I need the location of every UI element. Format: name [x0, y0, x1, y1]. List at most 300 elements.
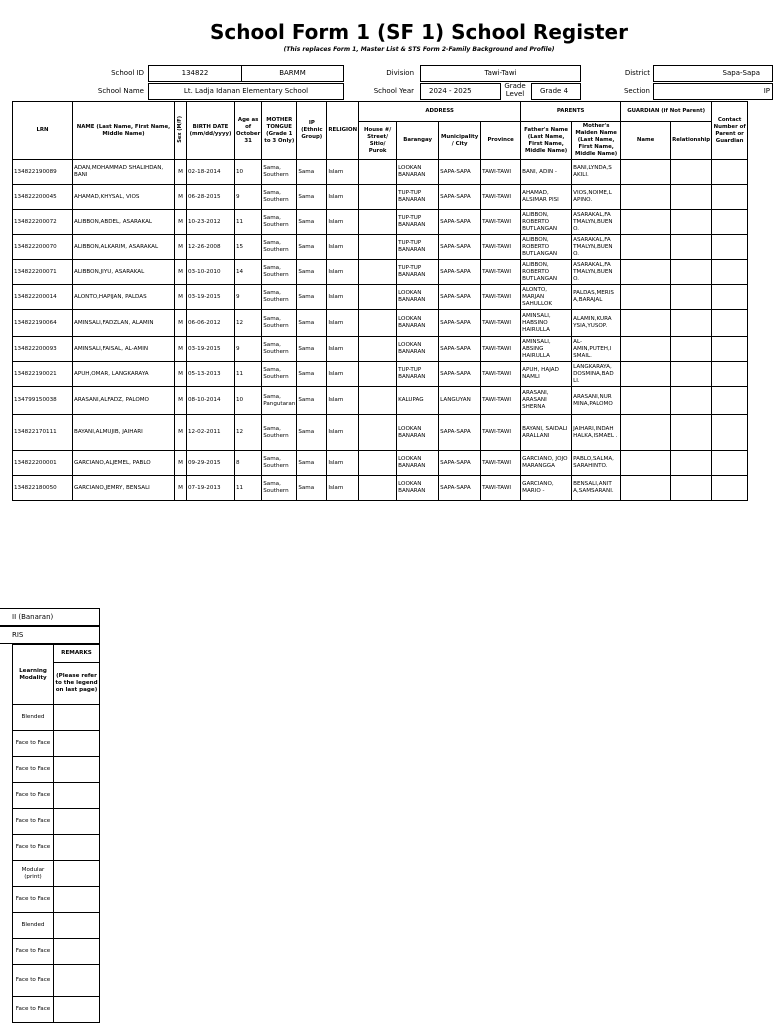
age-cell: 12 — [235, 310, 262, 337]
name-cell: AHAMAD,KHYSAL, VIOS — [73, 185, 175, 210]
remarks-cell — [54, 965, 100, 997]
barangay-cell: LOOKAN BANARAN — [397, 415, 439, 451]
col-guardian: GUARDIAN (if Not Parent) — [621, 102, 712, 122]
side-table — [12, 644, 100, 1023]
col-religion: RELIGION — [327, 102, 359, 160]
remarks-cell — [54, 731, 100, 757]
lrn-cell: 134822190064 — [13, 310, 73, 337]
father-cell: GARCIANO, MARIO - — [521, 476, 572, 501]
relationship-cell — [671, 476, 712, 501]
name-cell: ARASANI,ALFADZ, PALOMO — [73, 387, 175, 415]
contact-cell — [712, 235, 748, 260]
contact-cell — [712, 362, 748, 387]
contact-cell — [712, 210, 748, 235]
barangay-cell: LOOKAN BANARAN — [397, 285, 439, 310]
table-row[interactable] — [13, 451, 748, 476]
learning-modality-cell: Face to Face — [13, 939, 54, 965]
municipality-cell: SAPA-SAPA — [439, 415, 481, 451]
form-title: School Form 1 (SF 1) School Register — [210, 20, 628, 44]
remarks-cell — [54, 757, 100, 783]
house-cell — [359, 235, 397, 260]
col-contact: Contact Number of Parent or Guardian — [712, 102, 748, 160]
modality-row — [13, 861, 100, 887]
guardian-name-cell — [621, 185, 671, 210]
father-cell: BAYANI, SAIDALI ARALLANI — [521, 415, 572, 451]
barangay-cell: TUP-TUP BANARAN — [397, 185, 439, 210]
father-cell: ALIBBON, ROBERTO BUTLANGAN — [521, 235, 572, 260]
mother-tongue-cell: Sama, Southern — [262, 451, 297, 476]
lrn-cell: 134822200001 — [13, 451, 73, 476]
school-id-label: School ID — [111, 69, 144, 77]
birth-date-cell: 03-19-2015 — [187, 285, 235, 310]
table-row[interactable] — [13, 387, 748, 415]
region-field[interactable]: BARMM — [241, 65, 344, 82]
province-cell: TAWI-TAWI — [481, 362, 521, 387]
mother-tongue-cell: Sama, Southern — [262, 210, 297, 235]
remarks-cell — [54, 939, 100, 965]
table-row[interactable] — [13, 476, 748, 501]
remarks-cell — [54, 861, 100, 887]
lrn-cell: 134799150038 — [13, 387, 73, 415]
province-cell: TAWI-TAWI — [481, 387, 521, 415]
barangay-cell: LOOKAN BANARAN — [397, 337, 439, 362]
province-cell: TAWI-TAWI — [481, 235, 521, 260]
learning-modality-cell: Face to Face — [13, 835, 54, 861]
barangay-cell: LOOKAN BANARAN — [397, 160, 439, 185]
barangay-cell: TUP-TUP BANARAN — [397, 210, 439, 235]
father-cell: APUH, HAJAD NAMLI — [521, 362, 572, 387]
contact-cell — [712, 185, 748, 210]
mother-tongue-cell: Sama, Southern — [262, 235, 297, 260]
sex-cell: M — [175, 337, 187, 362]
municipality-cell: SAPA-SAPA — [439, 160, 481, 185]
guardian-name-cell — [621, 476, 671, 501]
ip-cell: Sama — [297, 235, 327, 260]
district-label: District — [624, 69, 650, 77]
division-field[interactable]: Tawi-Tawi — [420, 65, 581, 82]
col-age: Age as of October 31 — [235, 102, 262, 160]
municipality-cell: SAPA-SAPA — [439, 185, 481, 210]
contact-cell — [712, 285, 748, 310]
grade-level-label: Grade Level — [504, 82, 526, 98]
col-lrn: LRN — [13, 102, 73, 160]
table-row[interactable] — [13, 160, 748, 185]
sex-cell: M — [175, 476, 187, 501]
register-table — [12, 101, 748, 501]
municipality-cell: SAPA-SAPA — [439, 476, 481, 501]
remarks-cell — [54, 835, 100, 861]
religion-cell: Islam — [327, 387, 359, 415]
learning-modality-cell: Face to Face — [13, 809, 54, 835]
name-cell: ALIBBON,ABDEL, ASARAKAL — [73, 210, 175, 235]
birth-date-cell: 07-19-2013 — [187, 476, 235, 501]
mother-cell: ASARAKAL,FA TMALYN,BUEN O. — [572, 210, 621, 235]
mother-cell: LANGKARAYA, DOSMINA,BAD LI. — [572, 362, 621, 387]
learning-modality-cell: Modular (print) — [13, 861, 54, 887]
lrn-cell: 134822190021 — [13, 362, 73, 387]
birth-date-cell: 10-23-2012 — [187, 210, 235, 235]
house-cell — [359, 185, 397, 210]
ip-cell: Sama — [297, 415, 327, 451]
sex-cell: M — [175, 260, 187, 285]
religion-cell: Islam — [327, 451, 359, 476]
mother-cell: BANI,LYNDA,S AKILI. — [572, 160, 621, 185]
lrn-cell: 134822180050 — [13, 476, 73, 501]
col-ip: IP (Ethnic Group) — [297, 102, 327, 160]
religion-cell: Islam — [327, 337, 359, 362]
mother-cell: PABLO,SALMA, SARAHINTO. — [572, 451, 621, 476]
ip-cell: Sama — [297, 476, 327, 501]
col-name: NAME (Last Name, First Name, Middle Name) — [73, 102, 175, 160]
name-cell: ALIBBON,JIYU, ASARAKAL — [73, 260, 175, 285]
guardian-name-cell — [621, 285, 671, 310]
father-cell: GARCIANO, JOJO MARANGGA — [521, 451, 572, 476]
father-cell: ALIBBON, ROBERTO BUTLANGAN — [521, 260, 572, 285]
province-cell: TAWI-TAWI — [481, 451, 521, 476]
father-cell: AHAMAD, ALSIMAR PISI — [521, 185, 572, 210]
birth-date-cell: 05-13-2013 — [187, 362, 235, 387]
province-cell: TAWI-TAWI — [481, 310, 521, 337]
municipality-cell: SAPA-SAPA — [439, 337, 481, 362]
modality-row — [13, 705, 100, 731]
col-mother: Mother's Maiden Name (Last Name, First Name, Middle Name) — [572, 122, 621, 160]
sex-cell: M — [175, 451, 187, 476]
birth-date-cell: 03-10-2010 — [187, 260, 235, 285]
table-row[interactable] — [13, 210, 748, 235]
municipality-cell: SAPA-SAPA — [439, 451, 481, 476]
name-cell: AMINSALI,FADZLAN, ALAMIN — [73, 310, 175, 337]
age-cell: 15 — [235, 235, 262, 260]
house-cell — [359, 362, 397, 387]
municipality-cell: LANGUYAN — [439, 387, 481, 415]
sex-cell: M — [175, 210, 187, 235]
remarks-note: (Please refer to the legend on last page) — [54, 663, 100, 705]
age-cell: 14 — [235, 260, 262, 285]
lrn-cell: 134822200045 — [13, 185, 73, 210]
table-row[interactable] — [13, 415, 748, 451]
learning-modality-cell: Face to Face — [13, 887, 54, 913]
table-row[interactable] — [13, 337, 748, 362]
municipality-cell: SAPA-SAPA — [439, 285, 481, 310]
contact-cell — [712, 451, 748, 476]
division-label: Division — [386, 69, 414, 77]
birth-date-cell: 06-06-2012 — [187, 310, 235, 337]
father-cell: AMINSALI, HABSINO HAIRULLA — [521, 310, 572, 337]
table-row[interactable] — [13, 235, 748, 260]
remarks-cell — [54, 705, 100, 731]
mother-cell: JAIHARI,INDAH HALKA,ISMAEL . — [572, 415, 621, 451]
ip-cell: Sama — [297, 285, 327, 310]
contact-cell — [712, 310, 748, 337]
municipality-cell: SAPA-SAPA — [439, 260, 481, 285]
side-row-2: RIS — [0, 626, 100, 644]
col-barangay: Barangay — [397, 122, 439, 160]
religion-cell: Islam — [327, 160, 359, 185]
mother-tongue-cell: Sama, Southern — [262, 260, 297, 285]
birth-date-cell: 02-18-2014 — [187, 160, 235, 185]
ip-cell: Sama — [297, 362, 327, 387]
house-cell — [359, 210, 397, 235]
name-cell: GARCIANO,ALJEMEL, PABLO — [73, 451, 175, 476]
sex-cell: M — [175, 185, 187, 210]
birth-date-cell: 08-10-2014 — [187, 387, 235, 415]
mother-tongue-cell: Sama, Southern — [262, 415, 297, 451]
religion-cell: Islam — [327, 285, 359, 310]
mother-tongue-cell: Sama, Pangutaran — [262, 387, 297, 415]
school-name-field[interactable]: Lt. Ladja Idanan Elementary School — [148, 83, 344, 100]
province-cell: TAWI-TAWI — [481, 185, 521, 210]
modality-row — [13, 809, 100, 835]
father-cell: AMINSALI, ABSING HAIRULLA — [521, 337, 572, 362]
modality-row — [13, 997, 100, 1023]
col-birth-date: BIRTH DATE (mm/dd/yyyy) — [187, 102, 235, 160]
col-address: ADDRESS — [359, 102, 521, 122]
house-cell — [359, 285, 397, 310]
sex-cell: M — [175, 387, 187, 415]
house-cell — [359, 260, 397, 285]
mother-cell: ASARAKAL,FA TMALYN,BUEN O. — [572, 260, 621, 285]
relationship-cell — [671, 235, 712, 260]
ip-cell: Sama — [297, 310, 327, 337]
lrn-cell: 134822200071 — [13, 260, 73, 285]
barangay-cell: KALUPAG — [397, 387, 439, 415]
school-id-field[interactable]: 134822 — [148, 65, 242, 82]
contact-cell — [712, 387, 748, 415]
father-cell: ALIBBON, ROBERTO BUTLANGAN — [521, 210, 572, 235]
ip-cell: Sama — [297, 451, 327, 476]
religion-cell: Islam — [327, 210, 359, 235]
mother-cell: AL-AMIN,PUTEH,I SMAIL. — [572, 337, 621, 362]
ip-cell: Sama — [297, 210, 327, 235]
district-field[interactable]: Sapa-Sapa — [653, 65, 773, 82]
col-house: House #/ Street/ Sitio/ Purok — [359, 122, 397, 160]
side-row-1: II (Banaran) — [0, 608, 100, 626]
sex-cell: M — [175, 310, 187, 337]
guardian-name-cell — [621, 210, 671, 235]
relationship-cell — [671, 210, 712, 235]
name-cell: ALONTO,HAPIJAN, PALDAS — [73, 285, 175, 310]
barangay-cell: LOOKAN BANARAN — [397, 451, 439, 476]
lrn-cell: 134822200093 — [13, 337, 73, 362]
col-father: Father's Name (Last Name, First Name, Middle Name) — [521, 122, 572, 160]
learning-modality-cell: Face to Face — [13, 757, 54, 783]
ip-cell: Sama — [297, 337, 327, 362]
contact-cell — [712, 415, 748, 451]
mother-cell: ALAMIN,KURA YSIA,YUSOP. — [572, 310, 621, 337]
contact-cell — [712, 337, 748, 362]
learning-modality-cell: Face to Face — [13, 965, 54, 997]
mother-cell: ASARAKAL,FA TMALYN,BUEN O. — [572, 235, 621, 260]
guardian-name-cell — [621, 362, 671, 387]
age-cell: 10 — [235, 387, 262, 415]
mother-cell: ARASANI,NUR MINA,PALOMO — [572, 387, 621, 415]
father-cell: BANI, ADIN - — [521, 160, 572, 185]
school-name-label: School Name — [97, 87, 144, 95]
modality-row — [13, 887, 100, 913]
age-cell: 9 — [235, 185, 262, 210]
house-cell — [359, 476, 397, 501]
age-cell: 11 — [235, 476, 262, 501]
province-cell: TAWI-TAWI — [481, 160, 521, 185]
province-cell: TAWI-TAWI — [481, 210, 521, 235]
mother-tongue-cell: Sama, Southern — [262, 362, 297, 387]
age-cell: 11 — [235, 362, 262, 387]
province-cell: TAWI-TAWI — [481, 285, 521, 310]
remarks-cell — [54, 887, 100, 913]
remarks-cell — [54, 809, 100, 835]
guardian-name-cell — [621, 387, 671, 415]
remarks-header: REMARKS — [54, 645, 100, 663]
relationship-cell — [671, 337, 712, 362]
religion-cell: Islam — [327, 235, 359, 260]
religion-cell: Islam — [327, 476, 359, 501]
father-cell: ARASANI, ARASANI SHERNA — [521, 387, 572, 415]
learning-modality-cell: Blended — [13, 705, 54, 731]
birth-date-cell: 06-28-2015 — [187, 185, 235, 210]
age-cell: 11 — [235, 210, 262, 235]
mother-cell: VIOS,NOIME,L APINO. — [572, 185, 621, 210]
religion-cell: Islam — [327, 185, 359, 210]
age-cell: 10 — [235, 160, 262, 185]
modality-row — [13, 731, 100, 757]
guardian-name-cell — [621, 235, 671, 260]
table-row[interactable] — [13, 185, 748, 210]
house-cell — [359, 160, 397, 185]
religion-cell: Islam — [327, 415, 359, 451]
sex-cell: M — [175, 285, 187, 310]
mother-tongue-cell: Sama, Southern — [262, 310, 297, 337]
municipality-cell: SAPA-SAPA — [439, 210, 481, 235]
section-label: Section — [623, 87, 650, 95]
birth-date-cell: 12-02-2011 — [187, 415, 235, 451]
guardian-name-cell — [621, 260, 671, 285]
religion-cell: Islam — [327, 260, 359, 285]
house-cell — [359, 310, 397, 337]
relationship-cell — [671, 260, 712, 285]
learning-modality-cell: Face to Face — [13, 997, 54, 1023]
ip-cell: Sama — [297, 387, 327, 415]
house-cell — [359, 337, 397, 362]
province-cell: TAWI-TAWI — [481, 476, 521, 501]
religion-cell: Islam — [327, 362, 359, 387]
relationship-cell — [671, 285, 712, 310]
sex-cell: M — [175, 362, 187, 387]
father-cell: ALONTO, MARJAN SAHULLOK — [521, 285, 572, 310]
religion-cell: Islam — [327, 310, 359, 337]
house-cell — [359, 415, 397, 451]
birth-date-cell: 12-26-2008 — [187, 235, 235, 260]
name-cell: APUH,OMAR, LANGKARAYA — [73, 362, 175, 387]
modality-row — [13, 939, 100, 965]
col-province: Province — [481, 122, 521, 160]
contact-cell — [712, 476, 748, 501]
barangay-cell: LOOKAN BANARAN — [397, 310, 439, 337]
modality-row — [13, 783, 100, 809]
table-row[interactable] — [13, 310, 748, 337]
mother-tongue-cell: Sama, Southern — [262, 337, 297, 362]
barangay-cell: TUP-TUP BANARAN — [397, 235, 439, 260]
table-row[interactable] — [13, 362, 748, 387]
age-cell: 8 — [235, 451, 262, 476]
col-guardian-name: Name — [621, 122, 671, 160]
name-cell: GARCIANO,JEMRY, BENSALI — [73, 476, 175, 501]
remarks-cell — [54, 913, 100, 939]
age-cell: 12 — [235, 415, 262, 451]
province-cell: TAWI-TAWI — [481, 337, 521, 362]
school-year-label: School Year — [373, 87, 414, 95]
mother-tongue-cell: Sama, Southern — [262, 476, 297, 501]
ip-cell: Sama — [297, 185, 327, 210]
birth-date-cell: 03-19-2015 — [187, 337, 235, 362]
province-cell: TAWI-TAWI — [481, 415, 521, 451]
modality-row — [13, 835, 100, 861]
relationship-cell — [671, 185, 712, 210]
modality-row — [13, 913, 100, 939]
ip-cell: Sama — [297, 160, 327, 185]
remarks-cell — [54, 997, 100, 1023]
age-cell: 9 — [235, 285, 262, 310]
table-row[interactable] — [13, 285, 748, 310]
name-cell: BAYANI,ALMUJIB, JAIHARI — [73, 415, 175, 451]
table-row[interactable] — [13, 260, 748, 285]
learning-modality-cell: Face to Face — [13, 731, 54, 757]
relationship-cell — [671, 160, 712, 185]
lrn-cell: 134822170111 — [13, 415, 73, 451]
col-relationship: Relationship — [671, 122, 712, 160]
grade-level-field[interactable]: Grade 4 — [531, 83, 581, 100]
name-cell: ADAN,MOHAMMAD SHALIHDAN, BANI — [73, 160, 175, 185]
lrn-cell: 134822200072 — [13, 210, 73, 235]
modality-row — [13, 965, 100, 997]
col-parents: PARENTS — [521, 102, 621, 122]
guardian-name-cell — [621, 415, 671, 451]
guardian-name-cell — [621, 160, 671, 185]
sex-cell: M — [175, 415, 187, 451]
age-cell: 9 — [235, 337, 262, 362]
sex-cell: M — [175, 160, 187, 185]
municipality-cell: SAPA-SAPA — [439, 362, 481, 387]
guardian-name-cell — [621, 337, 671, 362]
mother-cell: BENSALI,ANIT A,SAMSARANI. — [572, 476, 621, 501]
guardian-name-cell — [621, 310, 671, 337]
learning-modality-cell: Blended — [13, 913, 54, 939]
relationship-cell — [671, 415, 712, 451]
relationship-cell — [671, 310, 712, 337]
relationship-cell — [671, 387, 712, 415]
mother-cell: PALDAS,MERIS A,BARAJAL — [572, 285, 621, 310]
sex-cell: M — [175, 235, 187, 260]
house-cell — [359, 451, 397, 476]
mother-tongue-cell: Sama, Southern — [262, 285, 297, 310]
col-municipality: Municipality / City — [439, 122, 481, 160]
lrn-cell: 134822190089 — [13, 160, 73, 185]
section-field[interactable]: IP — [653, 83, 773, 100]
school-year-field[interactable]: 2024 - 2025 — [420, 83, 501, 100]
relationship-cell — [671, 362, 712, 387]
ip-cell: Sama — [297, 260, 327, 285]
modality-row — [13, 757, 100, 783]
barangay-cell: TUP-TUP BANARAN — [397, 260, 439, 285]
learning-modality-cell: Face to Face — [13, 783, 54, 809]
relationship-cell — [671, 451, 712, 476]
lrn-cell: 134822200070 — [13, 235, 73, 260]
col-sex: Sex (M/F) — [175, 102, 187, 160]
house-cell — [359, 387, 397, 415]
province-cell: TAWI-TAWI — [481, 260, 521, 285]
name-cell: AMINSALI,FAISAL, AL-AMIN — [73, 337, 175, 362]
name-cell: ALIBBON,ALKARIM, ASARAKAL — [73, 235, 175, 260]
guardian-name-cell — [621, 451, 671, 476]
